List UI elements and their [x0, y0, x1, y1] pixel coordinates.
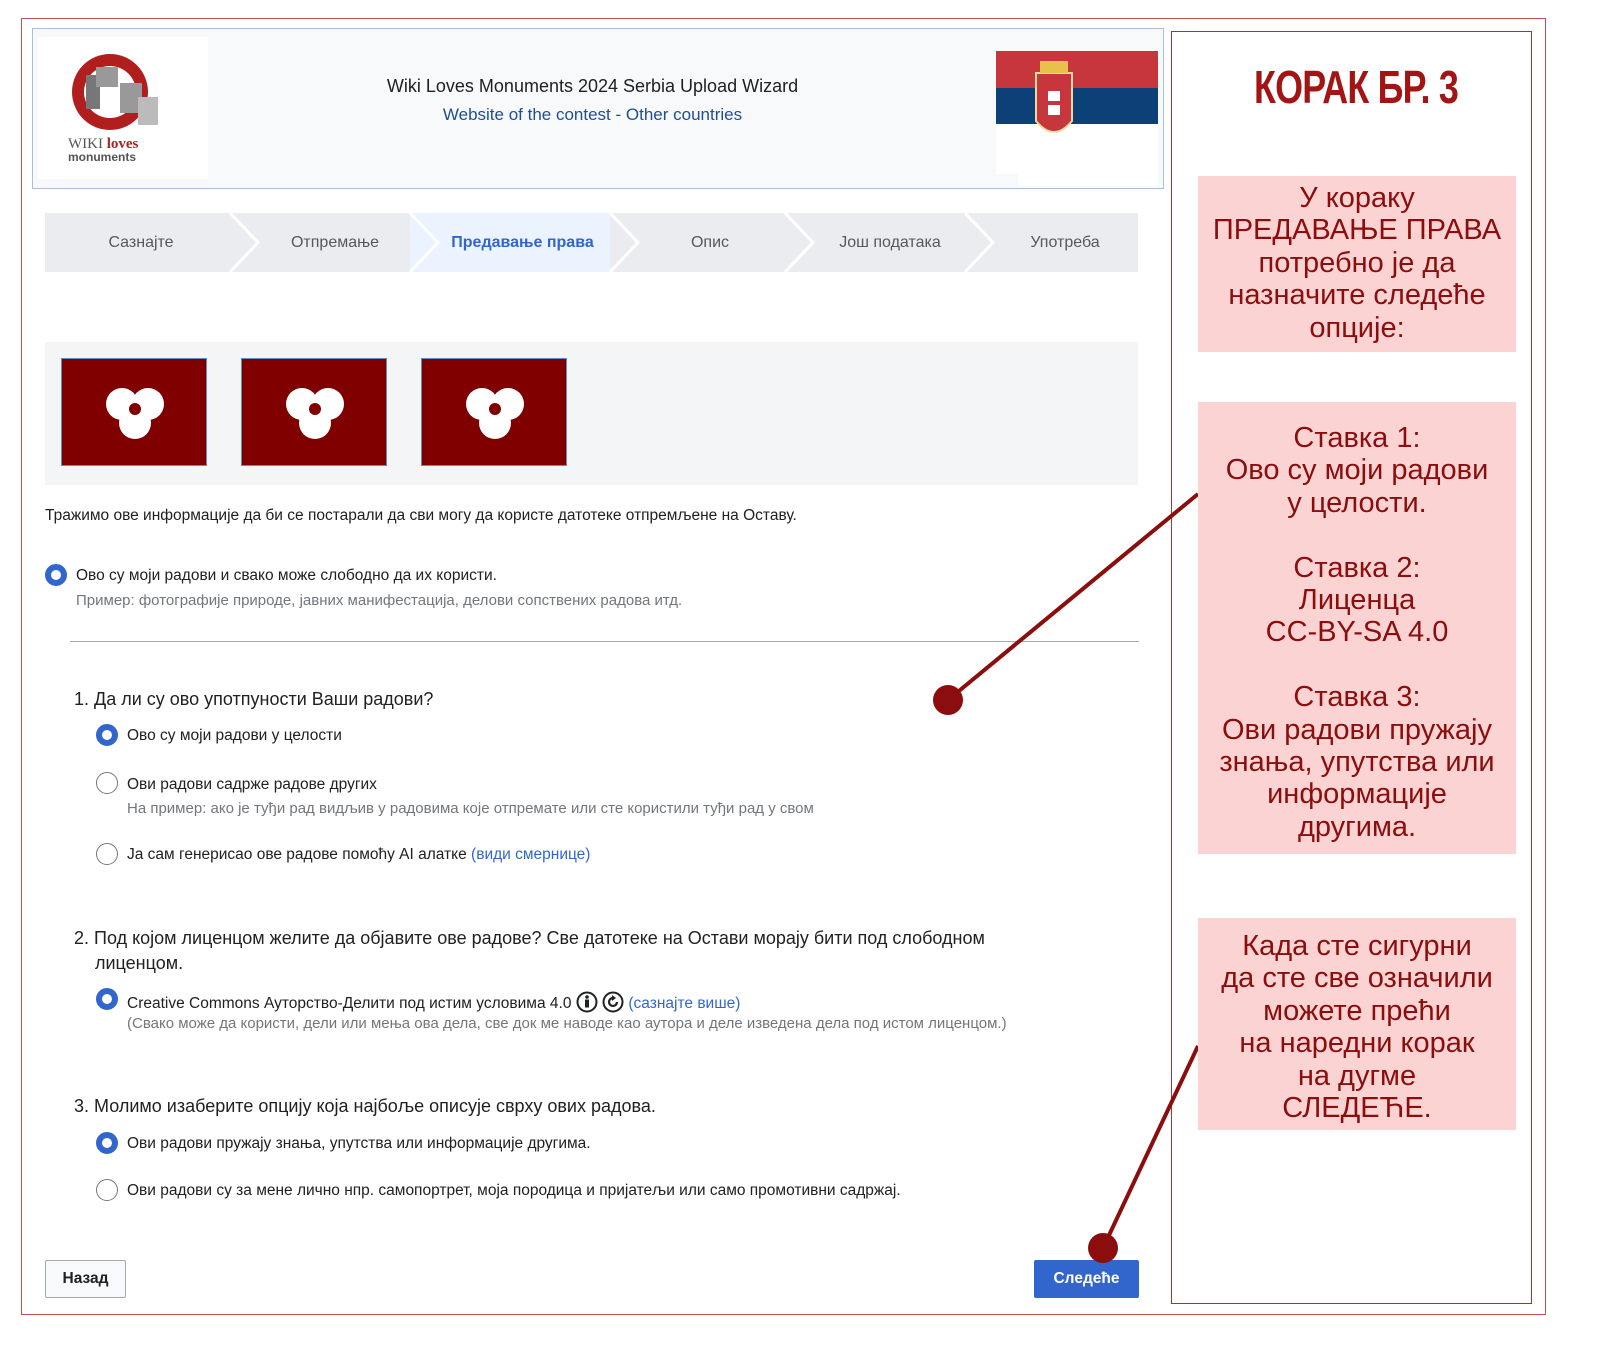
intro-text: Тражимо ове информације да би се постарали да сви могу да користе датотеке отпремљене на Оставу.: [45, 507, 797, 524]
q1-own-entirely-label: Ово су моји радови у целости: [127, 727, 342, 744]
pointer-dot: [933, 685, 963, 715]
step-learn: Сазнајте: [108, 234, 174, 251]
annotation-note-1: У кораку ПРЕДАВАЊЕ ПРАВА потребно је да назначите следеће опције:: [1198, 176, 1516, 352]
q2-cc-by-sa-label: Creative Commons Ауторство-Делити под истим условима 4.0 (сазнајте више): [127, 991, 740, 1013]
q3-personal-label: Ови радови су за мене лично нпр. самопортрет, моја породица и пријатељи или само промотивни садржај.: [127, 1182, 901, 1199]
step-more-data: Још података: [839, 234, 941, 251]
own-work-hint: Пример: фотографије природе, јавних манифестација, делови сопствених радова итд.: [76, 592, 683, 609]
q1-contains-others-label: Ови радови садрже радове других: [127, 776, 377, 793]
pointer-dot: [1088, 1233, 1118, 1263]
annotation-title: КОРАК БР. 3: [1253, 61, 1459, 113]
step-upload: Отпремање: [290, 234, 380, 251]
header-links: Website of the contest - Other countries: [442, 105, 743, 124]
question-1: 1. Да ли су ово употпуности Ваши радови?: [74, 689, 434, 709]
annotation-note-2: Ставка 1: Ово су моји радови у целости. Ставка 2: Лиценца CC-BY-SA 4.0 Ставка 3: Ови радови пружају знања, упутства или информације другима.: [1198, 402, 1516, 854]
annotation-note-3: Када сте сигурни да сте све означили можете прећи на наредни корак на дугме СЛЕДЕЋЕ.: [1198, 918, 1516, 1130]
next-button[interactable]: Следеће: [1034, 1260, 1139, 1298]
question-2: 2. Под којом лиценцом желите да објавите ове радове? Све датотеке на Остави морају бити под слободном: [74, 928, 985, 948]
step-release-rights: Предавање права: [451, 234, 594, 251]
header-title: Wiki Loves Monuments 2024 Serbia Upload Wizard: [386, 76, 799, 96]
step-use: Употреба: [1030, 234, 1100, 251]
question-2-cont: лиценцом.: [95, 953, 184, 973]
learn-more-link[interactable]: (сазнајте више): [628, 995, 741, 1012]
contest-website-link[interactable]: Website of the contest: [442, 105, 611, 124]
q1-contains-others-hint: На пример: ако је туђи рад видљив у радовима које отпремате или сте користили туђи рад у свом: [127, 800, 814, 817]
back-button[interactable]: Назад: [45, 1260, 126, 1298]
q1-ai-generated-label: Ја сам генерисао ове радове помоћу AI алатке (види смернице): [127, 846, 591, 863]
own-work-label: Ово су моји радови и свако може слободно да их користи.: [76, 567, 497, 584]
other-countries-link[interactable]: Other countries: [625, 105, 743, 124]
step-describe: Опис: [690, 234, 730, 251]
wlm-logo-text: WIKI loves monuments: [68, 136, 139, 164]
guidelines-link[interactable]: (види смернице): [471, 846, 591, 863]
q3-educational-label: Ови радови пружају знања, упутства или информације другима.: [127, 1135, 591, 1152]
q2-cc-by-sa-hint: (Свако може да користи, дели или мења ова дела, све док ме наводе као аутора и деле изведена дела под истом лиценцом.): [127, 1015, 1007, 1032]
question-3: 3. Молимо изаберите опцију која најбоље описује сврху ових радова.: [74, 1096, 656, 1116]
